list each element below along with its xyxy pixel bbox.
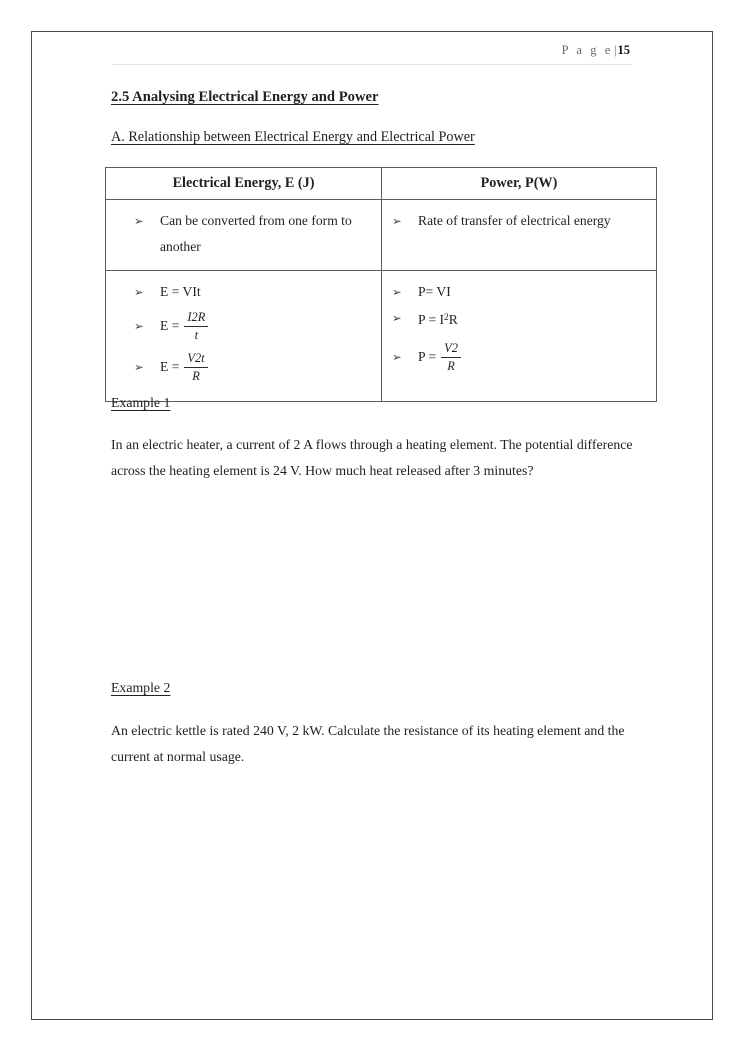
fraction-denominator: t bbox=[194, 327, 199, 342]
list-item: ➢ Can be converted from one form to another bbox=[134, 208, 373, 260]
example-1-body: In an electric heater, a current of 2 A flows through a heating element. The potential difference across the heating element is 24 V. How much heat released after 3 minutes? bbox=[111, 437, 633, 479]
formula-lhs: P = I bbox=[418, 312, 445, 328]
formula-energy-i2r-over-t bbox=[134, 309, 373, 343]
fraction-denominator: R bbox=[192, 368, 200, 383]
column-header-power: Power, P(W) bbox=[382, 168, 657, 200]
power-definition-list bbox=[392, 208, 648, 234]
page-number: 15 bbox=[617, 43, 630, 57]
fraction bbox=[441, 341, 461, 374]
page-word-label: P a g e bbox=[561, 43, 613, 57]
cell-power-definition bbox=[382, 200, 657, 271]
page-header-separator: | bbox=[613, 43, 617, 57]
fraction-numerator: V2 bbox=[441, 341, 461, 358]
cell-energy-formulas bbox=[106, 271, 382, 402]
example-1-label: Example 1 bbox=[111, 395, 171, 410]
example-2-body: An electric kettle is rated 240 V, 2 kW. Calculate the resistance of its heating element and the current at normal usage. bbox=[111, 723, 625, 765]
fraction bbox=[184, 310, 208, 343]
formula-superscript: 2 bbox=[444, 313, 449, 323]
formula-lhs: ➢ P = bbox=[418, 349, 437, 365]
fraction-numerator: I2R bbox=[184, 310, 208, 327]
formula-power-i-squared-r bbox=[392, 305, 648, 333]
formula-power-v2-over-r bbox=[392, 340, 648, 374]
energy-definition-list bbox=[134, 208, 373, 260]
table-row-formulas bbox=[106, 271, 657, 402]
cell-power-formulas bbox=[382, 271, 657, 402]
energy-power-table bbox=[105, 167, 657, 402]
cell-energy-definition bbox=[106, 200, 382, 271]
column-header-electrical-energy: Electrical Energy, E (J) bbox=[106, 168, 382, 200]
table-header-row bbox=[106, 168, 657, 200]
subsection-title: A. Relationship between Electrical Energy and Electrical Power bbox=[111, 129, 475, 145]
energy-formula-list bbox=[134, 279, 373, 384]
fraction bbox=[184, 351, 207, 384]
header-divider-rule bbox=[112, 64, 632, 65]
fraction-denominator: R bbox=[447, 358, 455, 373]
formula-energy-vit: ➢ E = VIt bbox=[134, 279, 373, 305]
table-row-definition bbox=[106, 200, 657, 271]
formula-lhs: ➢ E = bbox=[160, 359, 180, 374]
formula-power-vi: ➢ P= VI bbox=[392, 279, 648, 305]
list-item: ➢ Rate of transfer of electrical energy bbox=[392, 208, 648, 234]
example-2-label: Example 2 bbox=[111, 680, 171, 695]
page-title: 2.5 Analysing Electrical Energy and Power bbox=[111, 89, 379, 105]
fraction-numerator: V2t bbox=[184, 351, 207, 368]
formula-energy-v2t-over-r bbox=[134, 350, 373, 384]
power-formula-list bbox=[392, 279, 648, 374]
page-header bbox=[112, 42, 630, 58]
formula-tail: R bbox=[448, 312, 458, 328]
formula-lhs: ➢ E = bbox=[160, 318, 180, 333]
